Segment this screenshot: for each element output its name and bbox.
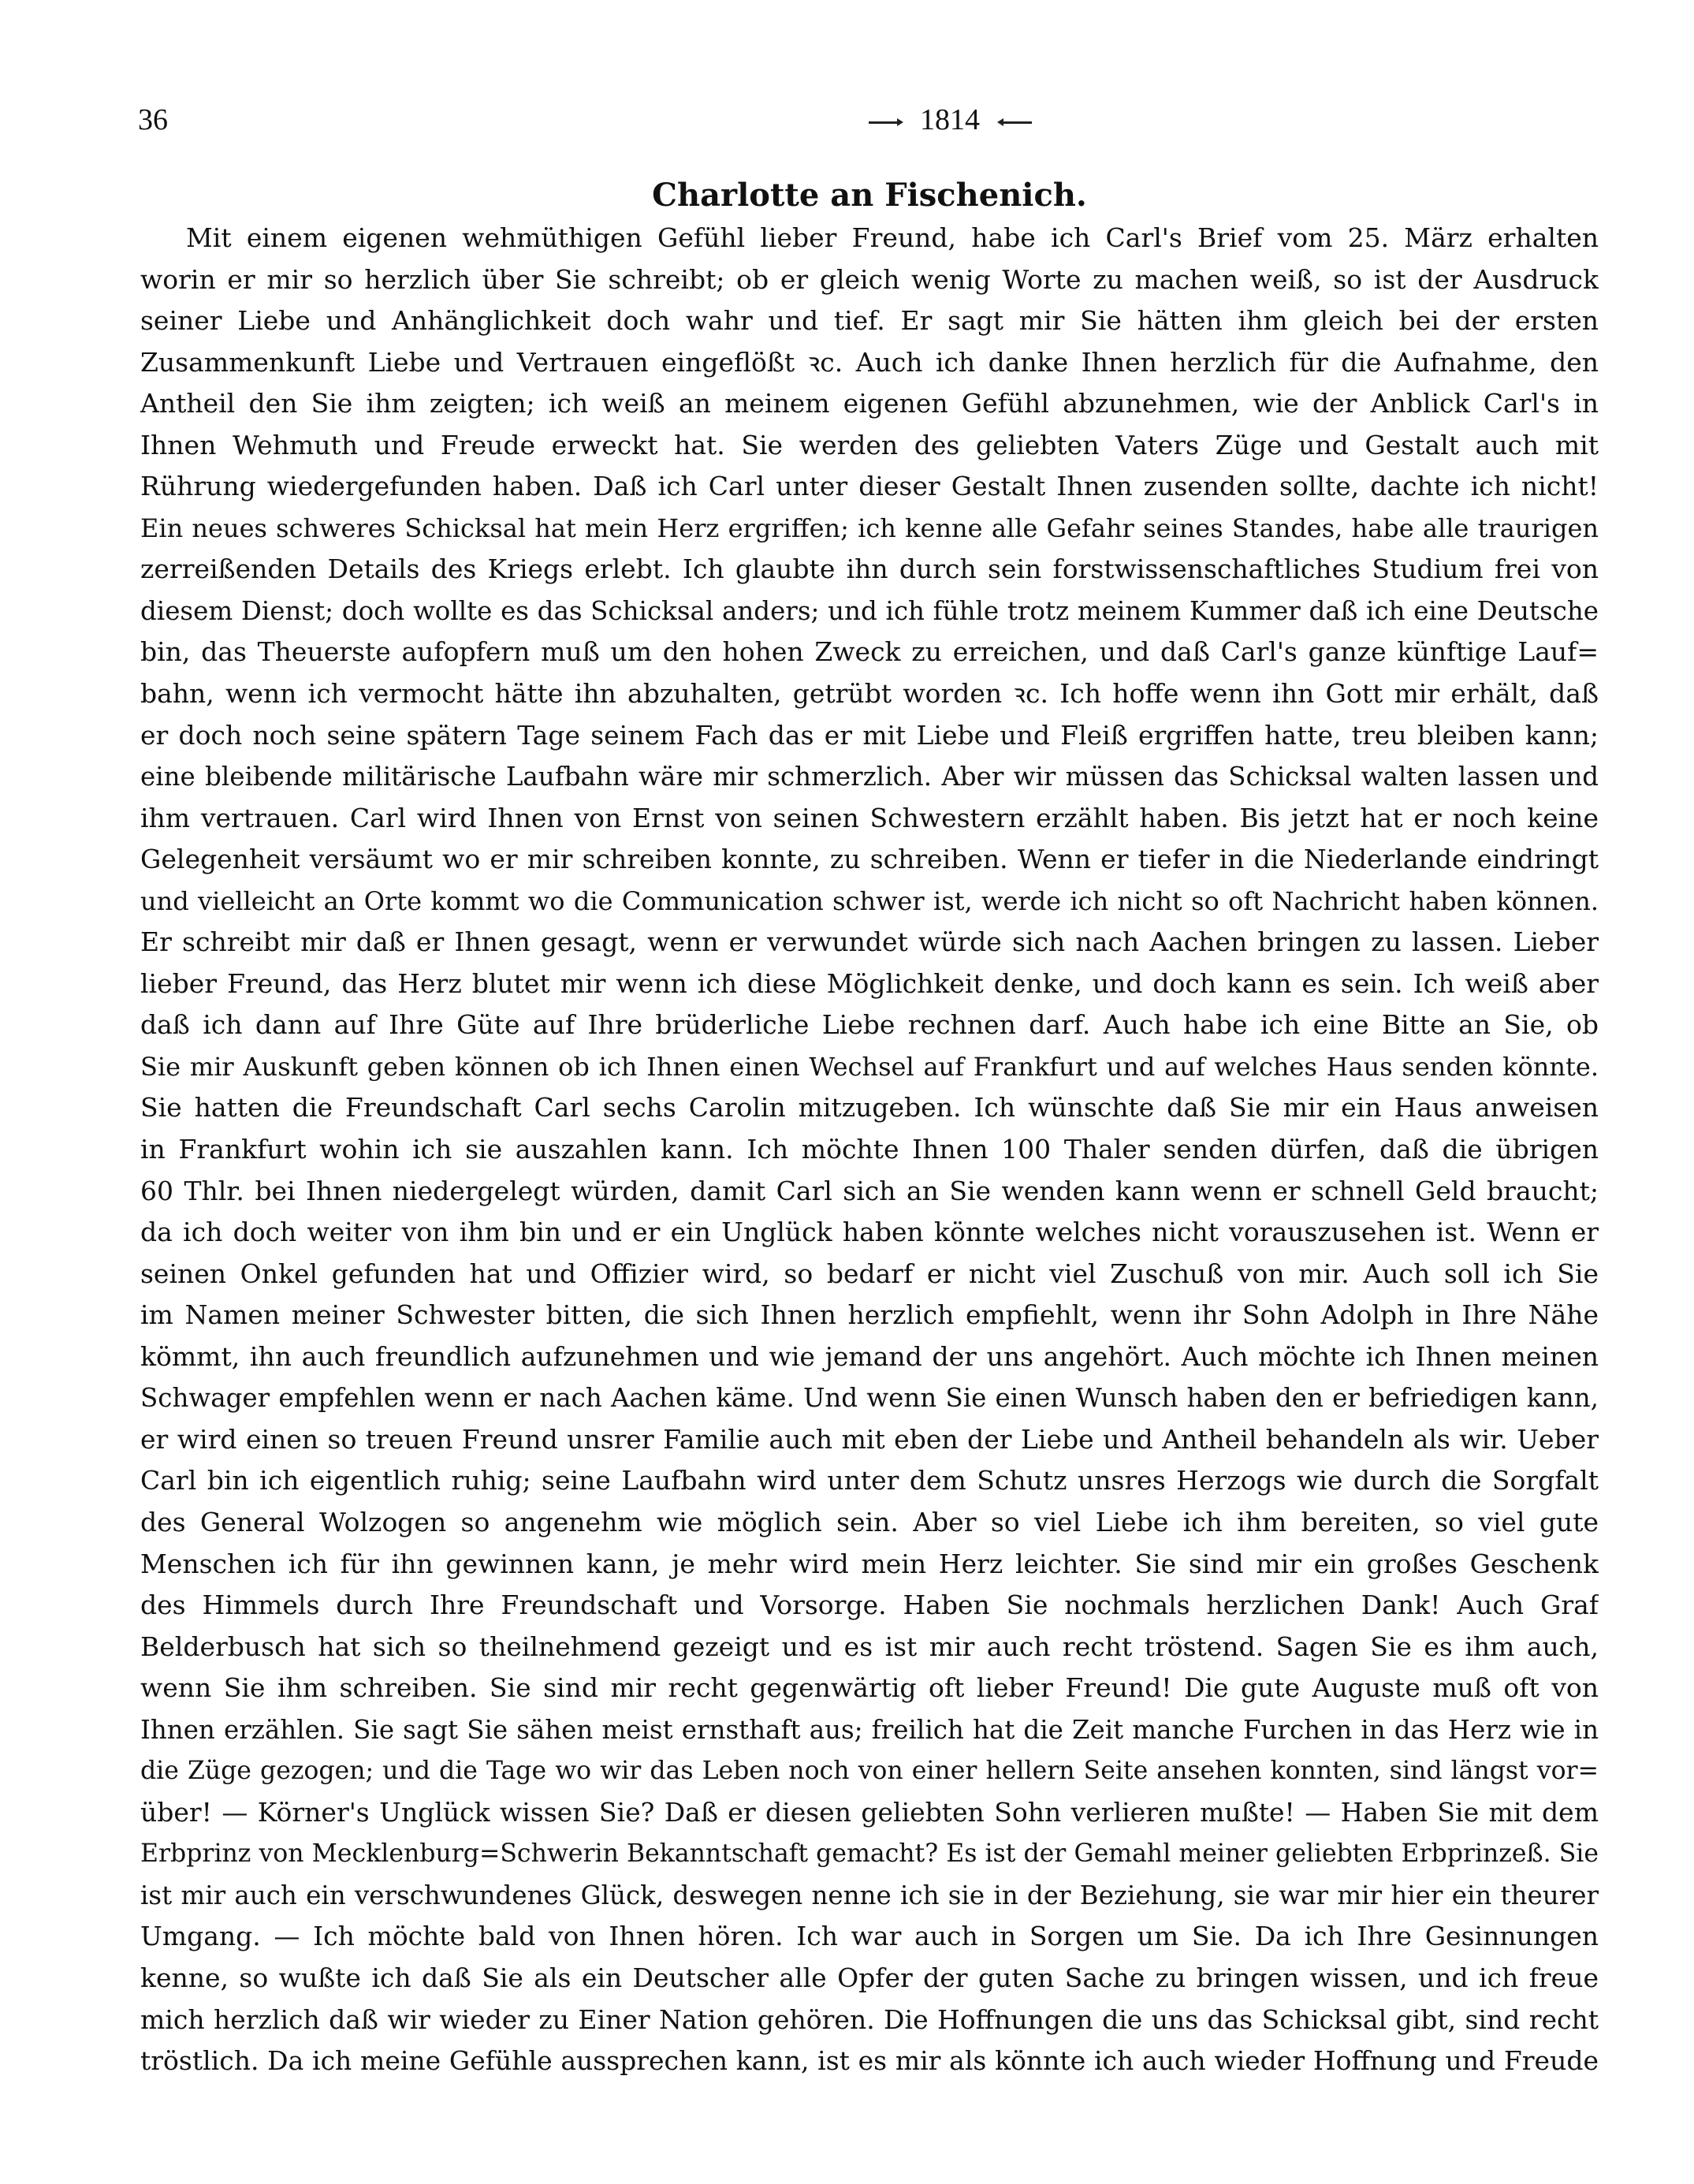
text-line: Sie hatten die Freundschaft Carl sechs Carolin mitzugeben. Ich wünschte daß Sie mir ein Haus anweisen — [140, 1092, 1599, 1124]
text-line: kenne, so wußte ich daß Sie als ein Deutscher alle Opfer der guten Sache zu bringen wissen, und ich freue — [140, 1962, 1599, 1993]
text-line: über! — Körner's Unglück wissen Sie? Daß er diesen geliebten Sohn verlieren mußte! — Haben Sie mit dem — [140, 1796, 1599, 1828]
text-line: in Frankfurt wohin ich sie auszahlen kann. Ich möchte Ihnen 100 Thaler senden dürfen, daß die übrigen — [140, 1134, 1599, 1165]
text-line: eine bleibende militärische Laufbahn wäre mir schmerzlich. Aber wir müssen das Schicksal walten lassen und — [140, 762, 1599, 792]
text-line: Sie mir Auskunft geben können ob ich Ihnen einen Wechsel auf Frankfurt und auf welches Haus senden könnte. — [140, 1051, 1599, 1082]
text-line: Rührung wiedergefunden haben. Daß ich Carl unter dieser Gestalt Ihnen zusenden sollte, dachte ich nicht! — [140, 471, 1599, 502]
text-line: Carl bin ich eigentlich ruhig; seine Laufbahn wird unter dem Schutz unsres Herzogs wie durch die Sorgfalt — [140, 1465, 1599, 1496]
text-line: Menschen ich für ihn gewinnen kann, je mehr wird mein Herz leichter. Sie sind mir ein großes Geschenk — [140, 1548, 1599, 1579]
letter-body — [140, 218, 1599, 2078]
text-line: die Züge gezogen; und die Tage wo wir das Leben noch von einer hellern Seite ansehen konnten, sind längst vor= — [140, 1757, 1599, 1786]
text-line: bin, das Theuerste aufopfern muß um den hohen Zweck zu erreichen, und daß Carl's ganze künftige Lauf= — [140, 636, 1599, 668]
text-line: Er schreibt mir daß er Ihnen gesagt, wenn er verwundet würde sich nach Aachen bringen zu lassen. Lieber — [140, 926, 1599, 958]
text-line: des Himmels durch Ihre Freundschaft und Vorsorge. Haben Sie nochmals herzlichen Dank! Auch Graf — [140, 1590, 1599, 1621]
text-line: diesem Dienst; doch wollte es das Schicksal anders; und ich fühle trotz meinem Kummer daß ich eine Deutsche — [140, 595, 1599, 626]
page-number: 36 — [138, 103, 168, 136]
text-line: Belderbusch hat sich so theilnehmend gezeigt und es ist mir auch recht tröstend. Sagen Sie es ihm auch, — [140, 1631, 1599, 1662]
text-line: tröstlich. Da ich meine Gefühle aussprechen kann, ist es mir als könnte ich auch wieder Hoffnung und Freude — [140, 2045, 1599, 2077]
text-line: Gelegenheit versäumt wo er mir schreiben konnte, zu schreiben. Wenn er tiefer in die Niederlande eindringt — [140, 844, 1599, 875]
text-line: ihm vertrauen. Carl wird Ihnen von Ernst von seinen Schwestern erzählt haben. Bis jetzt hat er noch keine — [140, 802, 1599, 833]
running-head-year: 1814 — [920, 103, 980, 136]
text-line: lieber Freund, das Herz blutet mir wenn ich diese Möglichkeit denke, und doch kann es sein. Ich weiß aber — [140, 967, 1599, 999]
text-line: da ich doch weiter von ihm bin und er ein Unglück haben könnte welches nicht vorauszusehen ist. Wenn er — [140, 1217, 1599, 1248]
text-line: Antheil den Sie ihm zeigten; ich weiß an meinem eigenen Gefühl abzunehmen, wie der Anblick Carl's in — [140, 388, 1599, 419]
text-line: zerreißenden Details des Kriegs erlebt. Ich glaubte ihn durch sein forstwissenschaftliches Studium frei von — [140, 553, 1599, 585]
text-line: Erbprinz von Mecklenburg=Schwerin Bekanntschaft gemacht? Es ist der Gemahl meiner geliebten Erbprinzeß. Sie — [140, 1839, 1599, 1869]
text-line: Zusammenkunft Liebe und Vertrauen eingeflößt ꝛc. Auch ich danke Ihnen herzlich für die Aufnahme, den — [140, 346, 1599, 378]
text-line: und vielleicht an Orte kommt wo die Communication schwer ist, werde ich nicht so oft Nachricht haben können. — [140, 885, 1599, 916]
letter-title: Charlotte an Fischenich. — [652, 177, 1087, 214]
text-line: kömmt, ihn auch freundlich aufzunehmen und wie jemand der uns angehört. Auch möchte ich Ihnen meinen — [140, 1340, 1599, 1372]
text-line: er doch noch seine spätern Tage seinem Fach das er mit Liebe und Fleiß ergriffen hatte, treu bleiben kann; — [140, 719, 1599, 751]
text-line: Ein neues schweres Schicksal hat mein Herz ergriffen; ich kenne alle Gefahr seines Standes, habe alle traurigen — [140, 512, 1599, 543]
text-line: er wird einen so treuen Freund unsrer Familie auch mit eben der Liebe und Antheil behandeln als wir. Ueber — [140, 1423, 1599, 1455]
text-line: seinen Onkel gefunden hat und Offizier wird, so bedarf er nicht viel Zuschuß von mir. Auch soll ich Sie — [140, 1258, 1599, 1289]
text-line: Ihnen Wehmuth und Freude erweckt hat. Sie werden des geliebten Vaters Züge und Gestalt auch mit — [140, 429, 1599, 460]
text-line: worin er mir so herzlich über Sie schreibt; ob er gleich wenig Worte zu machen weiß, so ist der Ausdruck — [140, 263, 1599, 295]
text-line: des General Wolzogen so angenehm wie möglich sein. Aber so viel Liebe ich ihm bereiten, so viel gute — [140, 1506, 1599, 1537]
text-line: 60 Thlr. bei Ihnen niedergelegt würden, damit Carl sich an Sie wenden kann wenn er schnell Geld braucht; — [140, 1175, 1599, 1206]
text-line: Ihnen erzählen. Sie sagt Sie sähen meist ernsthaft aus; freilich hat die Zeit manche Furchen in das Herz wie in — [140, 1714, 1599, 1745]
text-line: Umgang. — Ich möchte bald von Ihnen hören. Ich war auch in Sorgen um Sie. Da ich Ihre Gesinnungen — [140, 1921, 1599, 1952]
text-line: seiner Liebe und Anhänglichkeit doch wahr und tief. Er sagt mir Sie hätten ihm gleich bei der ersten — [140, 305, 1599, 337]
text-line: daß ich dann auf Ihre Güte auf Ihre brüderliche Liebe rechnen darf. Auch habe ich eine Bitte an Sie, ob — [140, 1009, 1599, 1041]
ornament-left-icon — [869, 121, 899, 124]
text-line: wenn Sie ihm schreiben. Sie sind mir recht gegenwärtig oft lieber Freund! Die gute Auguste muß oft von — [140, 1672, 1599, 1704]
text-line: Schwager empfehlen wenn er nach Aachen käme. Und wenn Sie einen Wunsch haben den er befriedigen kann, — [140, 1383, 1599, 1414]
ornament-right-icon — [1002, 121, 1032, 124]
text-line: Mit einem eigenen wehmüthigen Gefühl lieber Freund, habe ich Carl's Brief vom 25. März erhalten — [186, 222, 1599, 253]
text-line: ist mir auch ein verschwundenes Glück, deswegen nenne ich sie in der Beziehung, sie war mir hier ein theurer — [140, 1880, 1599, 1910]
text-line: bahn, wenn ich vermocht hätte ihn abzuhalten, getrübt worden ꝛc. Ich hoffe wenn ihn Gott mir erhält, daß — [140, 678, 1599, 710]
text-line: im Namen meiner Schwester bitten, die sich Ihnen herzlich empfiehlt, wenn ihr Sohn Adolph in Ihre Nähe — [140, 1299, 1599, 1331]
text-line: mich herzlich daß wir wieder zu Einer Nation gehören. Die Hoffnungen die uns das Schicksal gibt, sind recht — [140, 2003, 1599, 2035]
page-header — [138, 96, 1601, 143]
running-head — [753, 96, 1147, 143]
